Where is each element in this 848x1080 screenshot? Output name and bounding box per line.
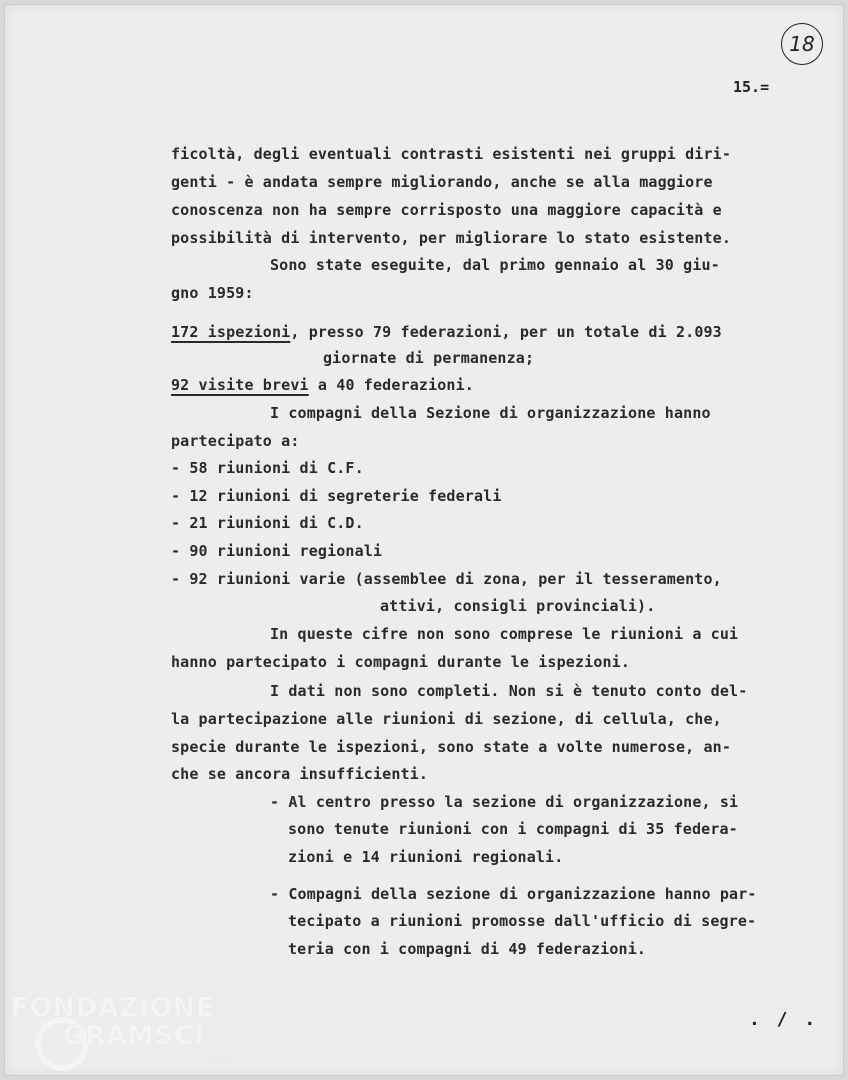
document-page: [4, 4, 844, 1076]
list-item: - 21 riunioni di C.D.: [171, 514, 364, 532]
text-line: possibilità di intervento, per migliorare lo stato esistente.: [171, 229, 732, 247]
text-line: I dati non sono completi. Non si è tenuto conto del-: [270, 682, 748, 700]
list-item: - Al centro presso la sezione di organizzazione, si: [270, 793, 739, 811]
text-line: conoscenza non ha sempre corrisposto una maggiore capacità e: [171, 201, 722, 219]
fondazione-gramsci-watermark: [11, 993, 251, 1073]
text-line: In queste cifre non sono comprese le riunioni a cui: [270, 625, 739, 643]
page-number: 15.=: [733, 78, 770, 96]
list-item: - 92 riunioni varie (assemblee di zona, per il tesseramento,: [171, 570, 722, 588]
text-line: specie durante le ispezioni, sono state a volte numerose, an-: [171, 738, 732, 756]
text-line: giornate di permanenza;: [323, 349, 535, 367]
text-line: gno 1959:: [171, 284, 254, 302]
text-line: zioni e 14 riunioni regionali.: [288, 848, 564, 866]
list-item: - 12 riunioni di segreterie federali: [171, 487, 502, 505]
inspections-detail: , presso 79 federazioni, per un totale di 2.093: [290, 323, 722, 341]
watermark-line2: GRAMSCI: [63, 1021, 205, 1051]
inspections-count-underlined: 172 ispezioni: [171, 323, 291, 341]
continuation-mark: . / .: [749, 1009, 819, 1030]
text-line: teria con i compagni di 49 federazioni.: [288, 940, 647, 958]
visits-detail: a 40 federazioni.: [308, 376, 474, 394]
archive-page-stamp: 18: [781, 23, 823, 65]
watermark-onlus: onlus: [209, 1053, 234, 1063]
text-line: genti - è andata sempre migliorando, anche se alla maggiore: [171, 173, 713, 191]
text-line: I compagni della Sezione di organizzazione hanno: [270, 404, 711, 422]
inspections-line: [171, 323, 722, 341]
watermark-line1: FONDAZIONE: [11, 993, 215, 1023]
text-line: la partecipazione alle riunioni di sezione, di cellula, che,: [171, 710, 722, 728]
text-line: partecipato a:: [171, 432, 300, 450]
text-line: Sono state eseguite, dal primo gennaio al 30 giu-: [270, 256, 720, 274]
text-line: sono tenute riunioni con i compagni di 35 federa-: [288, 820, 738, 838]
list-item: - 58 riunioni di C.F.: [171, 459, 364, 477]
text-line: hanno partecipato i compagni durante le ispezioni.: [171, 653, 631, 671]
text-line: attivi, consigli provinciali).: [380, 597, 656, 615]
text-line: tecipato a riunioni promosse dall'ufficio di segre-: [288, 912, 757, 930]
list-item: - Compagni della sezione di organizzazione hanno par-: [270, 885, 757, 903]
text-line: che se ancora insufficienti.: [171, 765, 429, 783]
text-line: ficoltà, degli eventuali contrasti esistenti nei gruppi diri-: [171, 145, 732, 163]
visits-line: [171, 376, 474, 394]
list-item: - 90 riunioni regionali: [171, 542, 383, 560]
visits-count-underlined: 92 visite brevi: [171, 376, 309, 394]
